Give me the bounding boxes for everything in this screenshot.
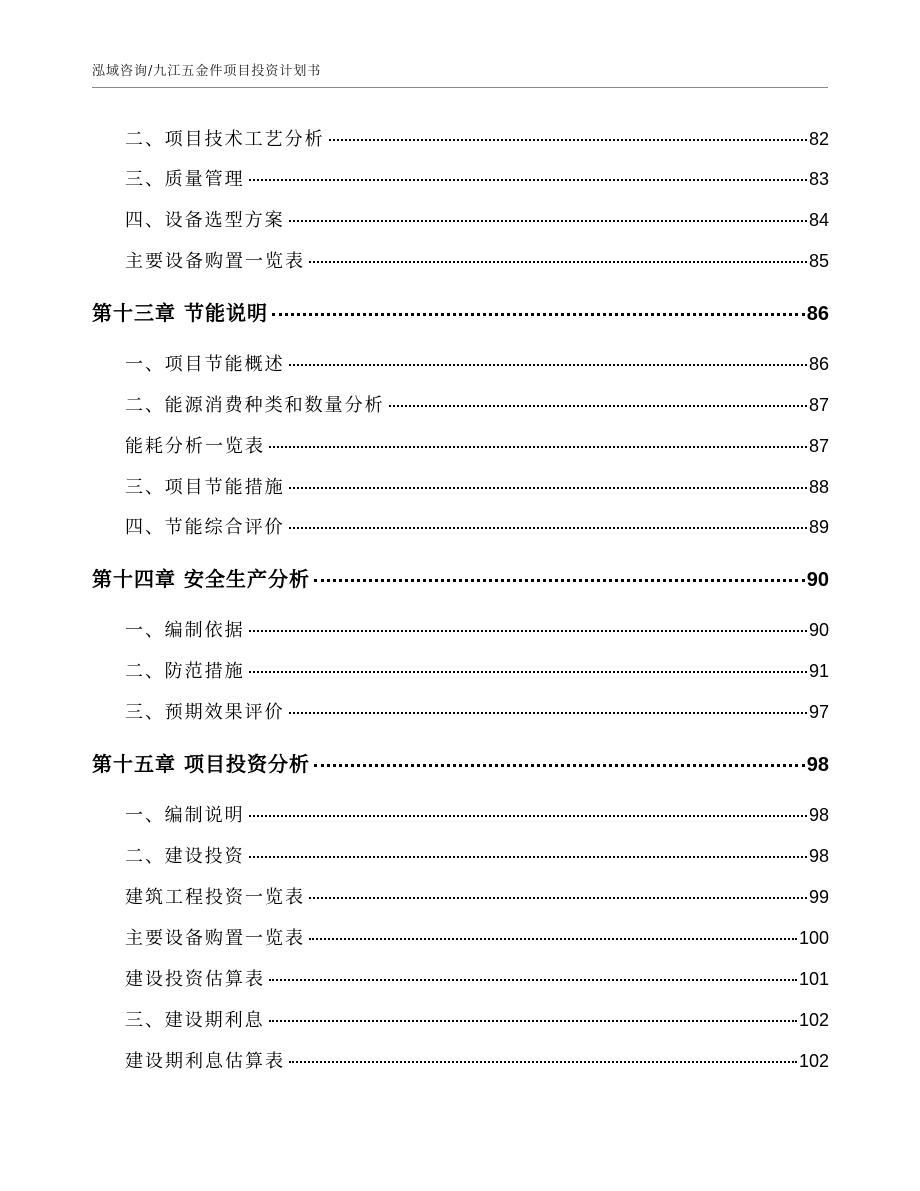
toc-page-number: 91 — [808, 661, 829, 681]
toc-entry[interactable] — [125, 432, 829, 458]
dot-leader — [249, 815, 807, 817]
toc-entry-title — [125, 206, 285, 232]
toc-entry-number: 二、 — [125, 395, 165, 416]
toc-entry-number: 一、 — [125, 354, 165, 375]
chapter-label: 项目投资分析 — [184, 752, 310, 776]
dot-leader — [309, 938, 797, 940]
dot-leader — [289, 487, 807, 489]
chapter-label: 节能说明 — [184, 301, 268, 325]
toc-entry-label: 预期效果评价 — [164, 702, 285, 723]
toc-entry[interactable] — [125, 616, 829, 642]
toc-entry-label: 项目节能措施 — [164, 477, 285, 498]
toc-entry[interactable] — [125, 391, 829, 417]
toc-entry-label: 建设期利息 — [164, 1010, 265, 1031]
toc-chapter-title — [92, 297, 268, 326]
toc-entry[interactable] — [125, 473, 829, 499]
toc-entry[interactable] — [125, 801, 829, 827]
toc-entry[interactable] — [125, 1006, 829, 1032]
toc-page-number: 82 — [808, 129, 829, 149]
header-divider — [92, 87, 828, 88]
toc-entry-title — [125, 698, 285, 724]
toc-page-number: 83 — [808, 169, 829, 189]
toc-entry[interactable] — [125, 513, 829, 539]
toc-entry-number: 一、 — [125, 620, 165, 641]
toc-page-number: 90 — [806, 569, 829, 591]
toc-entry[interactable] — [125, 350, 829, 376]
toc-page-number: 90 — [808, 620, 829, 640]
toc-chapter-title — [92, 563, 310, 592]
toc-page-number: 98 — [808, 846, 829, 866]
dot-leader — [272, 313, 805, 316]
dot-leader — [289, 364, 807, 366]
toc-chapter-entry[interactable] — [92, 748, 829, 777]
toc-entry-label: 能耗分析一览表 — [125, 436, 265, 457]
dot-leader — [289, 1061, 797, 1063]
toc-entry[interactable] — [125, 1047, 829, 1073]
toc-entry-label: 主要设备购置一览表 — [125, 251, 305, 272]
toc-page-number: 102 — [798, 1010, 829, 1030]
toc-entry-title — [125, 616, 245, 642]
toc-page-number: 99 — [808, 887, 829, 907]
toc-entry[interactable] — [125, 883, 829, 909]
toc-page-number: 86 — [808, 354, 829, 374]
toc-entry-label: 建筑工程投资一览表 — [125, 887, 305, 908]
toc-entry-number: 二、 — [125, 846, 165, 867]
toc-page-number: 98 — [806, 754, 829, 776]
toc-entry[interactable] — [125, 206, 829, 232]
toc-entry-label: 质量管理 — [164, 169, 245, 190]
toc-entry-title — [125, 391, 385, 417]
toc-entry-label: 能源消费种类和数量分析 — [164, 395, 385, 416]
chapter-number: 第十三章 — [92, 301, 176, 325]
toc-entry-title — [125, 473, 285, 499]
toc-entry-label: 设备选型方案 — [164, 210, 285, 231]
dot-leader — [314, 579, 805, 582]
dot-leader — [289, 712, 807, 714]
toc-entry-label: 编制依据 — [164, 620, 245, 641]
toc-entry-title — [125, 165, 245, 191]
toc-entry[interactable] — [125, 247, 829, 273]
dot-leader — [269, 979, 797, 981]
dot-leader — [289, 527, 807, 529]
toc-entry-title — [125, 350, 285, 376]
toc-entry-title — [125, 513, 285, 539]
toc-entry-label: 建设投资 — [164, 846, 245, 867]
toc-entry-label: 防范措施 — [164, 661, 245, 682]
toc-entry-label: 项目技术工艺分析 — [164, 129, 325, 150]
toc-entry-title — [125, 1006, 265, 1032]
chapter-label: 安全生产分析 — [184, 567, 310, 591]
dot-leader — [314, 764, 805, 767]
toc-page-number: 88 — [808, 477, 829, 497]
toc-page-number: 86 — [806, 303, 829, 325]
dot-leader — [309, 897, 807, 899]
toc-entry-number: 四、 — [125, 210, 165, 231]
toc-entry[interactable] — [125, 657, 829, 683]
toc-page-number: 87 — [808, 395, 829, 415]
dot-leader — [269, 1020, 797, 1022]
toc-page-number: 87 — [808, 436, 829, 456]
dot-leader — [309, 261, 807, 263]
toc-entry[interactable] — [125, 924, 829, 950]
dot-leader — [249, 856, 807, 858]
dot-leader — [249, 179, 807, 181]
toc-entry-label: 编制说明 — [164, 805, 245, 826]
toc-entry-title — [125, 801, 245, 827]
toc-entry-title — [125, 125, 325, 151]
chapter-number: 第十四章 — [92, 567, 176, 591]
toc-entry-label: 主要设备购置一览表 — [125, 928, 305, 949]
dot-leader — [249, 630, 807, 632]
toc-page-number: 98 — [808, 805, 829, 825]
toc-entry-title — [125, 842, 245, 868]
toc-page-number: 101 — [798, 969, 829, 989]
dot-leader — [389, 405, 807, 407]
toc-entry-title — [125, 657, 245, 683]
toc-entry-number: 三、 — [125, 477, 165, 498]
toc-entry-number: 三、 — [125, 169, 165, 190]
toc-entry-label: 建设投资估算表 — [125, 969, 265, 990]
toc-entry[interactable] — [125, 125, 829, 151]
running-header: 泓域咨询/九江五金件项目投资计划书 — [92, 64, 322, 79]
toc-entry-number: 二、 — [125, 661, 165, 682]
toc-page-number: 97 — [808, 702, 829, 722]
toc-chapter-title — [92, 748, 310, 777]
toc-page-number: 100 — [798, 928, 829, 948]
toc-entry-number: 四、 — [125, 517, 165, 538]
toc-entry[interactable] — [125, 965, 829, 991]
toc-chapter-entry[interactable] — [92, 563, 829, 592]
dot-leader — [329, 139, 807, 141]
dot-leader — [289, 220, 807, 222]
toc-entry-number: 三、 — [125, 1010, 165, 1031]
toc-entry-label: 建设期利息估算表 — [125, 1051, 285, 1072]
toc-entry-number: 三、 — [125, 702, 165, 723]
chapter-number: 第十五章 — [92, 752, 176, 776]
toc-chapter-entry[interactable] — [92, 297, 829, 326]
toc-entry[interactable] — [125, 698, 829, 724]
toc-entry[interactable] — [125, 842, 829, 868]
toc-page-number: 89 — [808, 517, 829, 537]
toc-page-number: 102 — [798, 1051, 829, 1071]
dot-leader — [269, 446, 807, 448]
toc-entry-number: 二、 — [125, 129, 165, 150]
toc-entry-label: 项目节能概述 — [164, 354, 285, 375]
toc-page-number: 84 — [808, 210, 829, 230]
toc-entry-label: 节能综合评价 — [164, 517, 285, 538]
dot-leader — [249, 671, 807, 673]
toc-page-number: 85 — [808, 251, 829, 271]
toc-entry[interactable] — [125, 165, 829, 191]
toc-entry-number: 一、 — [125, 805, 165, 826]
